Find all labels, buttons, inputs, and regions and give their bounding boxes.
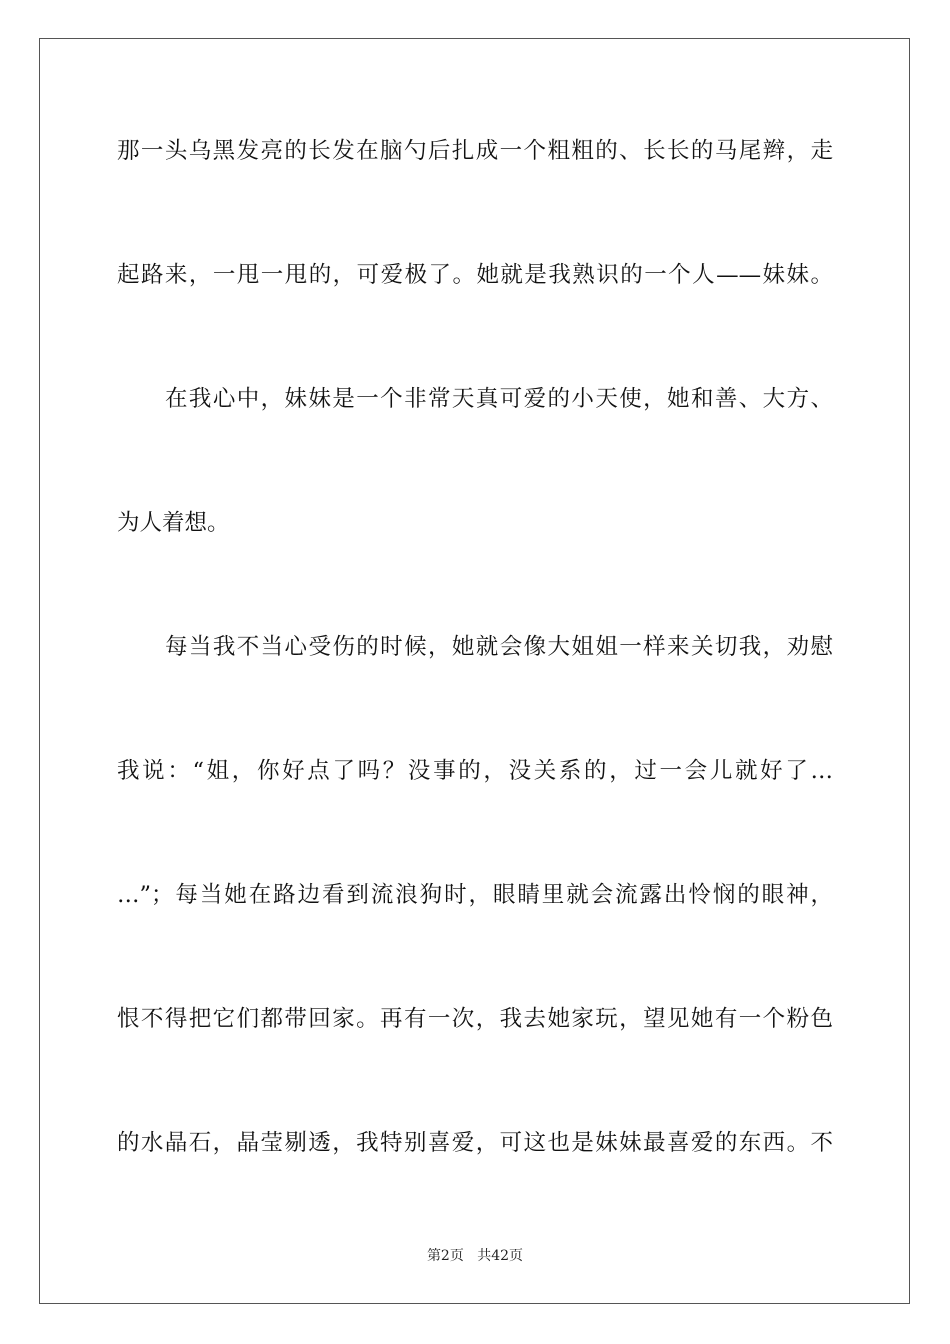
text-line-4: 为人着想。 [117, 510, 230, 536]
text-line-1: 那一头乌黑发亮的长发在脑勺后扎成一个粗粗的、长长的马尾辫，走 [117, 138, 833, 164]
text-line-8: 恨不得把它们都带回家。再有一次，我去她家玩，望见她有一个粉色 [117, 1006, 833, 1032]
text-line-9: 的水晶石，晶莹剔透，我特别喜爱，可这也是妹妹最喜爱的东西。不 [117, 1130, 833, 1156]
text-line-2: 起路来，一甩一甩的，可爱极了。她就是我熟识的一个人——妹妹。 [117, 262, 833, 288]
page-border [39, 38, 910, 1304]
page-number: 第2页 [426, 1248, 464, 1264]
page-footer [0, 1246, 950, 1266]
text-line-3: 在我心中，妹妹是一个非常天真可爱的小天使，她和善、大方、 [165, 386, 833, 412]
page-total: 共42页 [477, 1248, 524, 1264]
text-line-6: 我说：“姐，你好点了吗？没事的，没关系的，过一会儿就好了… [117, 758, 833, 784]
text-line-7: …”；每当她在路边看到流浪狗时，眼睛里就会流露出怜悯的眼神， [117, 882, 833, 908]
text-line-5: 每当我不当心受伤的时候，她就会像大姐姐一样来关切我，劝慰 [165, 634, 833, 660]
